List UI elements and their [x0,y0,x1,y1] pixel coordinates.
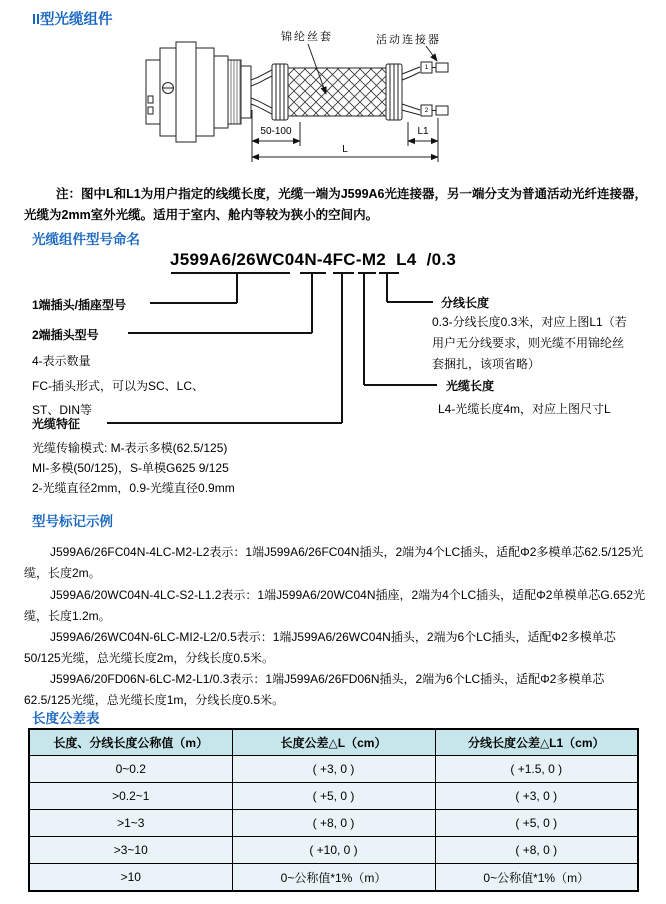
dim-L-label: L [342,144,348,155]
cell-length-tol: ( +8, 0 ) [232,810,435,837]
table-row [29,837,638,864]
branch-length-label: 分线长度 [441,296,490,310]
example-paragraph-1: J599A6/26FC04N-4LC-M2-L2表示：1端J599A6/26FC04N插头，2端为4个LC插头，适配Φ2多模单芯62.5/125光缆，长度2m。 [24,545,644,580]
table-row [29,783,638,810]
dim-50-100-label: 50-100 [260,126,292,137]
end2-detail-2: FC-插头形式，可以为SC、LC、 [32,379,205,393]
cell-branch-tol: ( +5, 0 ) [435,810,638,837]
dim-L1-label: L1 [417,126,429,137]
cell-nominal: >10 [29,864,232,892]
page-title: II型光缆组件 [32,12,113,28]
cell-length-tol: ( +5, 0 ) [232,783,435,810]
table-row [29,864,638,892]
end1-model-label: 1端插头/插座型号 [32,298,127,312]
end2-model-label: 2端插头型号 [32,328,99,342]
cell-length-tol: ( +10, 0 ) [232,837,435,864]
cell-branch-tol: ( +3, 0 ) [435,783,638,810]
cell-nominal: >3~10 [29,837,232,864]
table-row [29,756,638,783]
col-header-branch-tol: 分线长度公差△L1（cm） [435,729,638,756]
col-header-nominal: 长度、分线长度公称值（m） [29,729,232,756]
cell-nominal: >0.2~1 [29,783,232,810]
cable-and-sleeve-shape [251,64,420,120]
plug-body-shape [146,42,251,142]
cell-length-tol: ( +3, 0 ) [232,756,435,783]
tolerance-section-heading: 长度公差表 [32,711,100,726]
cable-length-label: 光缆长度 [446,379,495,393]
example-paragraph-2: J599A6/20WC04N-4LC-S2-L1.2表示：1端J599A6/20WC04N插座，2端为4个LC插头，适配Φ2单模单芯G.652光缆，长度1.2m。 [24,588,646,623]
cell-nominal: 0~0.2 [29,756,232,783]
naming-section-heading: 光缆组件型号命名 [32,232,140,247]
cable-feature-label: 光缆特征 [32,417,81,431]
port-1-number: 1 [424,64,429,71]
cell-branch-tol: 0~公称值*1%（m） [435,864,638,892]
example-paragraph-4: J599A6/20FD06N-6LC-M2-L1/0.3表示：1端J599A6/26FD06N插头，2端为6个LC插头，适配Φ2多模单芯62.5/125光缆，总光缆长度1m，分线长度0.5米。 [24,672,605,707]
end2-detail-3: ST、DIN等 [32,403,93,417]
model-number: J599A6/26WC04N-4FC-M2 L4 /0.3 [170,250,457,269]
cell-nominal: >1~3 [29,810,232,837]
example-paragraph-3: J599A6/26WC04N-6LC-MI2-L2/0.5表示：1端J599A6/26WC04N插头，2端为6个LC插头，适配Φ2多模单芯50/125光缆，总光缆长度2m，分线长度0.5米。 [24,630,616,665]
col-header-length-tol: 长度公差△L（cm） [232,729,435,756]
length-tolerance-table [28,728,639,892]
movable-connector-label: 活动连接器 [376,34,441,46]
branch-length-detail-3: 套捆扎，该项省略） [432,357,541,371]
cell-length-tol: 0~公称值*1%（m） [232,864,435,892]
table-row [29,810,638,837]
table-header-row [29,729,638,756]
cable-length-detail-1: L4-光缆长度4m，对应上图尺寸L [438,402,611,416]
branch-length-detail-1: 0.3-分线长度0.3米，对应上图L1（若 [432,315,627,329]
cell-branch-tol: ( +1.5, 0 ) [435,756,638,783]
note-line-2: 光缆为2mm室外光缆。适用于室内、舱内等较为狭小的空间内。 [24,208,379,222]
port-2-number: 2 [424,107,429,114]
cell-branch-tol: ( +8, 0 ) [435,837,638,864]
note-line-1: 注：图中L和L1为用户指定的线缆长度，光缆一端为J599A6光连接器，另一端分支为普通活动光纤连接器， [56,187,648,201]
branch-length-detail-2: 用户无分线要求，则光缆不用锦纶丝 [432,336,625,350]
mesh-sleeve-label: 锦纶丝套 [281,31,333,43]
cable-feature-detail-3: 2-光缆直径2mm，0.9-光缆直径0.9mm [32,481,235,495]
examples-section-heading: 型号标记示例 [32,514,113,529]
cable-feature-detail-2: MI-多模(50/125)，S-单模G625 9/125 [32,461,229,475]
end2-detail-1: 4-表示数量 [32,354,91,368]
cable-feature-detail-1: 光缆传输模式: M-表示多模(62.5/125) [32,441,228,455]
mesh-sleeve-shape [288,68,386,116]
